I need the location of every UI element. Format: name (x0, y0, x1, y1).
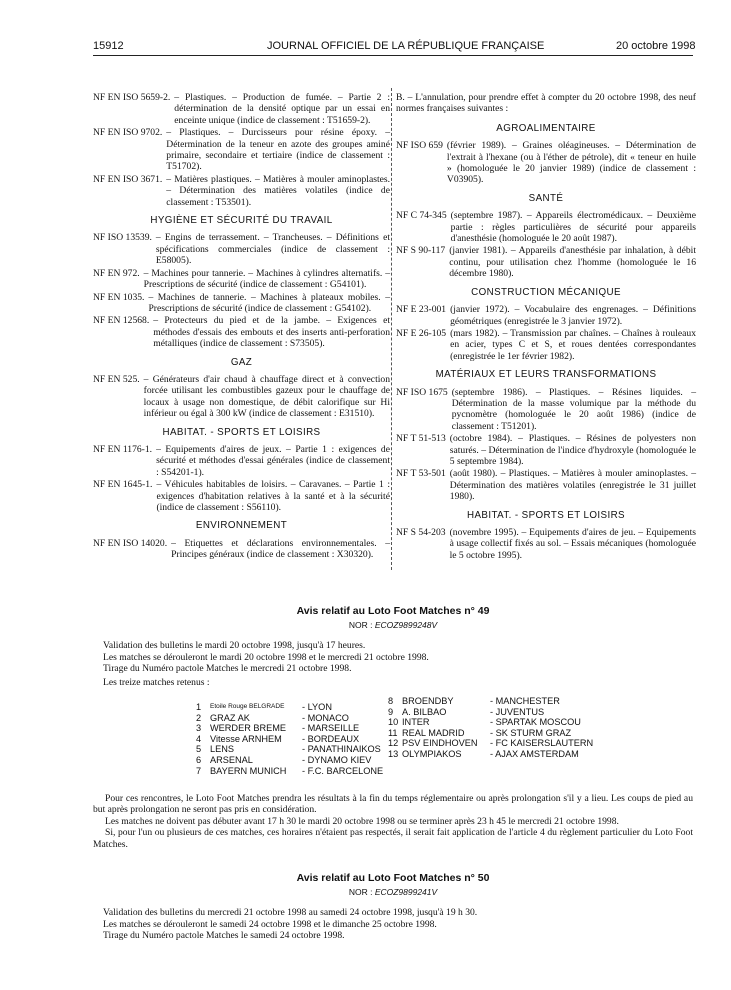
match-number: 10 (388, 717, 399, 728)
match-row (196, 723, 392, 734)
standard-description: (novembre 1995). – Equipements d'aires de jeu. – Equipements à usage collectif fixés au sol. – Essais mécaniques (homologuée le 5 octobre 1995). (449, 527, 696, 561)
column-divider (391, 88, 392, 570)
away-team: - SPARTAK MOSCOU (490, 717, 581, 728)
standard-description: – Générateurs d'air chaud à chauffage direct et à convection forcée utilisant les combustibles gazeux pour le chauffage de locaux à usage non domestique, de débit calorifique sur Hi inférieur ou égal à 300 kW (indice de classement : E31510). (143, 373, 390, 420)
home-team: Etoile Rouge BELGRADE (210, 703, 285, 710)
standard-entry (93, 315, 390, 349)
section-heading: HABITAT. - SPORTS ET LOISIRS (162, 426, 321, 438)
match-number: 9 (388, 706, 394, 717)
standard-reference: NF ISO 659 (396, 140, 443, 152)
standard-description: – Matières plastiques. – Matières à mouler aminoplastes. – Détermination des matières volatiles (indice de classement : T53501). (166, 173, 390, 208)
standard-entry (93, 538, 390, 561)
away-team: - F.C. BARCELONE (302, 765, 384, 776)
away-team: - FC KAISERSLAUTERN (490, 738, 594, 749)
match-row (196, 702, 392, 713)
closing-paragraph: Si, pour l'un ou plusieurs de ces matches, ces horaires n'étaient pas respectés, il serait fait application de l'article 4 du règlement particulier du Loto Foot Matches. (93, 827, 693, 850)
match-number: 7 (196, 765, 202, 776)
section-heading: GAZ (230, 356, 253, 368)
annulation-intro: B. – L'annulation, pour prendre effet à compter du 20 octobre 1998, des neuf normes françaises suivantes : (396, 92, 696, 115)
match-row (388, 717, 600, 728)
section-heading: AGROALIMENTAIRE (496, 122, 596, 134)
matches-right (388, 696, 600, 760)
home-team: Vitesse ARNHEM (210, 733, 282, 744)
avis-50 (93, 873, 693, 941)
avis-50-nor: NOR : ECOZ9899241V (348, 887, 438, 898)
match-number: 2 (196, 712, 202, 723)
closing-paragraph: Les matches ne doivent pas débuter avant 17 h 30 le mardi 20 octobre 1998 ou se terminer après 23 h 45 le mercredi 21 octobre 1998. (105, 815, 619, 827)
match-number: 13 (388, 748, 399, 759)
home-team: INTER (402, 717, 430, 728)
section-heading: CONSTRUCTION MÉCANIQUE (471, 286, 621, 298)
standard-reference: NF EN 1035. (93, 291, 145, 303)
standard-reference: NF E 23-001 (396, 304, 447, 316)
standard-description: – Machines de tannerie. – Machines à plateaux mobiles. – Prescriptions de sécurité (indice de classement : G54102). (148, 291, 390, 314)
avis-50-line: Tirage du Numéro pactole Matches le samedi 24 octobre 1998. (103, 929, 345, 941)
match-row (196, 744, 392, 755)
avis-49-line: Tirage du Numéro pactole Matches le mercredi 21 octobre 1998. (103, 662, 352, 674)
standard-description: – Etiquettes et déclarations environnementales. – Principes généraux (indice de classement : X30320). (171, 537, 390, 561)
match-number: 3 (196, 723, 202, 734)
section-heading: MATÉRIAUX ET LEURS TRANSFORMATIONS (435, 369, 657, 381)
standard-entry (93, 92, 390, 126)
standard-entry (396, 387, 696, 433)
standard-entry (93, 268, 390, 291)
standard-description: (mars 1982). – Transmission par chaînes. – Chaînes à rouleaux en acier, types C et S, et roues dentées correspondantes (enregistrée le 1er février 1982). (450, 327, 696, 362)
avis-49-nor: NOR : ECOZ9899248V (348, 620, 438, 631)
standard-entry (396, 304, 696, 327)
standard-description: – Engins de terrassement. – Trancheuses. – Définitions et spécifications commerciales (indice de classement : E58005). (155, 232, 390, 267)
standard-reference: NF ISO 13539. (93, 232, 152, 244)
standard-description: (janvier 1981). – Appareils d'anesthésie par inhalation, à débit continu, pour utilisation chez l'homme (homologuée le 16 décembre 1980). (449, 245, 696, 280)
standard-reference: NF EN 1645-1. (93, 479, 153, 491)
standard-entry (396, 433, 696, 467)
standard-entry (396, 245, 696, 279)
right-column (396, 92, 696, 562)
match-number: 8 (388, 696, 394, 706)
away-team: - AJAX AMSTERDAM (490, 748, 579, 759)
match-number: 6 (196, 754, 202, 765)
standard-entry (93, 374, 390, 420)
standard-description: (août 1980). – Plastiques. – Matières à mouler aminoplastes. – Détermination des matières volatiles (enregistrée le 31 juillet 1980). (449, 468, 696, 503)
standard-description: (janvier 1972). – Vocabulaire des engrenages. – Définitions géométriques (enregistrée le 3 janvier 1972). (450, 304, 696, 327)
away-team: - MARSEILLE (302, 723, 360, 734)
header-rule (93, 55, 693, 56)
standard-reference: NF S 90-117 (396, 245, 446, 257)
away-team: - PANATHINAIKOS (302, 744, 381, 755)
standard-description: – Véhicules habitables de loisirs. – Caravanes. – Partie 1 : exigences d'habitation relatives à la santé et à la sécurité (indice de classement : S56110). (156, 479, 390, 513)
standard-description: (octobre 1984). – Plastiques. – Résines de polyesters non saturés. – Détermination de l'indice d'hydroxyle (homologuée le 5 septembre 1984). (449, 433, 696, 467)
standard-entry (93, 232, 390, 266)
section-heading: SANTÉ (528, 192, 564, 204)
match-row (196, 734, 392, 745)
closing-paragraph: Pour ces rencontres, le Loto Foot Matches prendra les résultats à la fin du temps réglementaire ou après prolongation s'il y a lieu. Les coups de pied au but après prolongation ne seront pas pris en considération. (93, 793, 693, 816)
standard-reference: NF EN ISO 14020. (93, 537, 168, 549)
home-team: LENS (210, 744, 235, 755)
home-team: BAYERN MUNICH (210, 765, 287, 776)
standard-reference: NF ISO 1675 (396, 386, 448, 398)
away-team: - MONACO (302, 712, 349, 723)
issue-date: 20 octobre 1998 (616, 40, 696, 52)
standard-entry (93, 127, 390, 173)
avis-49-line: Les matches se dérouleront le mardi 20 octobre 1998 et le mercredi 21 octobre 1998. (103, 651, 429, 663)
standard-reference: NF T 51-513 (396, 433, 446, 445)
match-row (196, 755, 392, 766)
standard-entry (396, 210, 696, 244)
away-team: - SK STURM GRAZ (490, 727, 572, 738)
standard-description: – Machines pour tannerie. – Machines à cylindres alternatifs. – Prescriptions de sécurité (indice de classement : G54101). (143, 267, 390, 291)
match-row (196, 713, 392, 724)
match-row (388, 738, 600, 749)
standard-entry (396, 468, 696, 502)
away-team: - LYON (302, 702, 332, 712)
match-row (388, 749, 600, 760)
standard-reference: NF EN 1176-1. (93, 443, 153, 455)
standard-description: – Plastiques. – Production de fumée. – Partie 2 : détermination de la densité optique par un essai en enceinte unique (indice de classement : T51659-2). (174, 92, 390, 126)
avis-49-line: Validation des bulletins le mardi 20 octobre 1998, jusqu'à 17 heures. (103, 640, 366, 652)
matches-left (196, 702, 392, 776)
home-team: ARSENAL (210, 754, 253, 765)
standard-reference: NF S 54-203 (396, 527, 446, 538)
match-number: 11 (388, 727, 398, 738)
standard-reference: NF T 53-501 (396, 468, 446, 480)
avis-49 (93, 606, 693, 688)
standard-reference: NF EN ISO 9702. (93, 127, 163, 139)
home-team: BROENDBY (402, 696, 454, 706)
standard-entry (93, 174, 390, 208)
avis-50-line: Validation des bulletins du mercredi 21 octobre 1998 au samedi 24 octobre 1998, jusqu'à 19 h 30. (103, 907, 478, 919)
avis-50-title: Avis relatif au Loto Foot Matches n° 50 (296, 872, 490, 884)
standard-entry (396, 527, 696, 561)
section-heading: HABITAT. - SPORTS ET LOISIRS (466, 509, 625, 521)
standard-entry (396, 140, 696, 186)
home-team: GRAZ AK (210, 712, 250, 723)
match-row (388, 728, 600, 739)
avis-50-line: Les matches se dérouleront le samedi 24 octobre 1998 et le dimanche 25 octobre 1998. (103, 918, 437, 930)
left-column (93, 92, 390, 562)
standard-description: – Equipements d'aires de jeux. – Partie 1 : exigences de sécurité et méthodes d'essai générales (indice de classement : S54201-1). (156, 443, 390, 478)
standard-description: – Protecteurs du pied et de la jambe. – Exigences et méthodes d'essais des embouts et des inserts anti-perforation métalliques (indice de classement : S73505). (153, 315, 390, 350)
home-team: A. BILBAO (402, 706, 447, 717)
standard-entry (93, 292, 390, 315)
home-team: WERDER BREME (210, 723, 287, 734)
standard-description: (septembre 1987). – Appareils électromédicaux. – Deuxième partie : règles particulières de sécurité pour appareils d'anesthésie (homologuée le 20 août 1987). (450, 210, 696, 245)
standard-entry (93, 444, 390, 478)
section-heading: ENVIRONNEMENT (195, 520, 288, 532)
standard-reference: NF C 74-345 (396, 210, 447, 222)
match-number: 4 (196, 733, 202, 744)
journal-title: JOURNAL OFFICIEL DE LA RÉPUBLIQUE FRANÇAISE (267, 40, 545, 52)
standard-entry (93, 479, 390, 513)
standard-description: (septembre 1986). – Plastiques. – Résines liquides. – Détermination de la masse volumique par la méthode du pycnomètre (homologuée le 20 août 1986) (indice de classement : T51201). (451, 386, 696, 432)
avis-49-line: Les treize matches retenus : (103, 677, 210, 689)
standard-reference: NF EN ISO 3671. (93, 173, 163, 185)
home-team: OLYMPIAKOS (402, 748, 462, 759)
standard-reference: NF EN ISO 5659-2. (93, 92, 171, 103)
match-row (196, 766, 392, 777)
match-number: 12 (388, 738, 399, 749)
away-team: - DYNAMO KIEV (302, 754, 372, 765)
away-team: - JUVENTUS (490, 706, 545, 717)
standard-reference: NF E 26-105 (396, 327, 447, 339)
standard-description: – Plastiques. – Durcisseurs pour résine époxy. – Détermination de la teneur en azote des groupes aminé primaire, secondaire et tertiaire (indice de classement : T51702). (166, 127, 390, 173)
match-number: 5 (196, 744, 202, 755)
away-team: - BORDEAUX (302, 733, 360, 744)
avis-49-title: Avis relatif au Loto Foot Matches n° 49 (296, 605, 490, 617)
home-team: PSV EINDHOVEN (402, 738, 478, 749)
match-number: 1 (196, 702, 202, 712)
standard-reference: NF EN 972. (93, 267, 140, 279)
standard-reference: NF EN 12568. (93, 315, 150, 327)
standard-entry (396, 328, 696, 362)
avis-49-closing (93, 793, 693, 850)
standard-reference: NF EN 525. (93, 373, 140, 385)
standard-description: (février 1989). – Graines oléagineuses. – Détermination de l'extrait à l'hexane (ou à l'éther de pétrole), dit « teneur en huile » (homologuée le 20 janvier 1989) (indice de classement : V03905). (446, 140, 696, 186)
page-number: 15912 (93, 40, 124, 52)
section-heading: HYGIÈNE ET SÉCURITÉ DU TRAVAIL (150, 215, 333, 227)
match-row (388, 707, 600, 718)
match-row (388, 696, 600, 707)
home-team: REAL MADRID (402, 727, 465, 738)
away-team: - MANCHESTER (490, 696, 560, 706)
